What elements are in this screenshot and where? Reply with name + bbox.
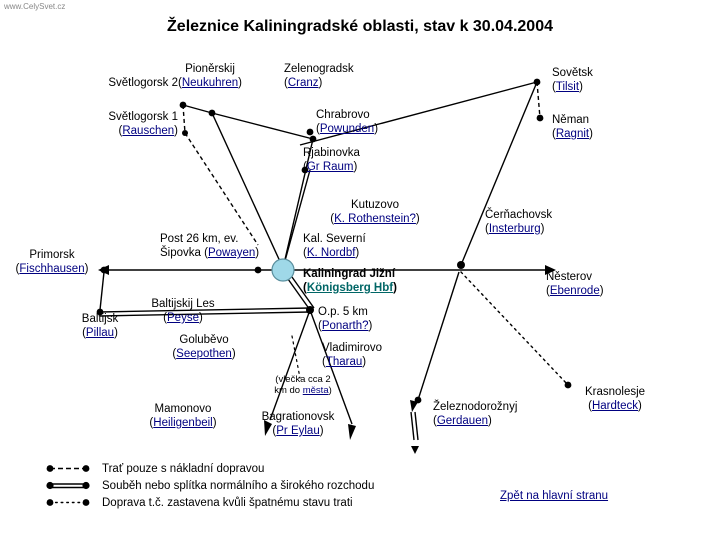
dot-pionerskij xyxy=(209,110,216,117)
paren-close: ) xyxy=(374,123,379,135)
paren-open: ( xyxy=(284,77,288,89)
vladimirovo-alt[interactable]: Tharau xyxy=(325,356,363,368)
sovetsk-name: Sovětsk xyxy=(552,67,593,79)
legend-sample-solid-double xyxy=(40,477,96,494)
paren-close: ) xyxy=(231,348,236,360)
legend-label-freight: Trať pouze s nákladní dopravou xyxy=(102,462,265,475)
back-to-main-link[interactable]: Zpět na hlavní stranu xyxy=(500,490,609,502)
paren-open: ( xyxy=(178,77,182,89)
kalseverni-name: Kal. Severní xyxy=(303,233,366,245)
kutuzovo-alt[interactable]: K. Rothenstein? xyxy=(334,213,416,225)
paren-open: ( xyxy=(118,125,123,137)
bagrationovsk-alt[interactable]: Pr Eylau xyxy=(276,425,320,437)
vladimirovo-name: Vladimirovo xyxy=(322,342,383,354)
page-title: Železnice Kaliningradské oblasti, stav k 30.04.2004 xyxy=(167,18,553,35)
dot-post26 xyxy=(255,267,262,274)
legend xyxy=(40,460,374,511)
legend-row-freight xyxy=(40,460,374,477)
station-label-baltijskijles xyxy=(128,297,238,325)
dot-svetlogorsk2 xyxy=(180,102,187,109)
primorsk-alt[interactable]: Fischhausen xyxy=(19,263,85,275)
legend-sample-dotted-dots xyxy=(40,494,96,511)
dot-chrabrovo xyxy=(307,129,314,136)
annotation-vlecka xyxy=(248,374,358,396)
cernachovsk-alt[interactable]: Insterburg xyxy=(488,223,541,235)
vlecka-alt[interactable]: města xyxy=(302,385,329,396)
golubevo-alt[interactable]: Seepothen xyxy=(176,348,232,360)
station-label-kalseverni xyxy=(303,232,366,260)
legend-sample-dashed-dots xyxy=(40,460,96,477)
paren-close: ) xyxy=(353,161,358,173)
paren-open: ( xyxy=(322,356,326,368)
paren-close: ) xyxy=(355,247,360,259)
line-svetlogorsk-branch xyxy=(183,105,258,245)
paren-open: ( xyxy=(303,161,307,173)
paren-close: ) xyxy=(368,320,373,332)
zelenogradsk-name: Zelenogradsk xyxy=(284,63,354,75)
watermark: www.CelySvet.cz xyxy=(4,2,66,11)
chrabrovo-alt[interactable]: Powunden xyxy=(319,123,375,135)
paren-close: ) xyxy=(599,285,604,297)
paren-open: ( xyxy=(82,327,86,339)
kalseverni-alt[interactable]: K. Nordbf xyxy=(306,247,356,259)
paren-close: ) xyxy=(198,312,203,324)
paren-open: ( xyxy=(552,128,556,140)
paren-open: ( xyxy=(485,223,489,235)
krasnolesje-name: Krasnolesje xyxy=(584,386,646,398)
paren-open: ( xyxy=(433,415,437,427)
station-label-baltijsk xyxy=(60,312,140,340)
station-label-kutuzovo xyxy=(310,198,440,226)
post26-alt[interactable]: Powayen xyxy=(207,247,256,259)
mamonovo-name: Mamonovo xyxy=(154,403,212,415)
svetlogorsk1-alt[interactable]: Rauschen xyxy=(122,125,175,137)
zeleznodoroznyj-alt[interactable]: Gerdauen xyxy=(436,415,488,427)
station-label-krasnolesje xyxy=(540,385,690,413)
station-label-zelenogradsk xyxy=(284,62,354,90)
dot-op5km xyxy=(306,306,314,314)
paren-close: ) xyxy=(415,213,420,225)
dot-zeleznodoroznyj xyxy=(415,397,422,404)
dot-sovetsk xyxy=(534,79,541,86)
paren-open: ( xyxy=(552,81,556,93)
paren-open: ( xyxy=(272,425,277,437)
kaliningrad-hub-marker xyxy=(272,259,294,281)
legend-row-gauge xyxy=(40,477,374,494)
station-label-kaliningrad xyxy=(303,267,397,295)
vlecka-line1: (vlečka cca 2 xyxy=(275,374,331,385)
paren-open: ( xyxy=(316,123,320,135)
paren-close: ) xyxy=(362,356,367,368)
baltijsk-alt[interactable]: Pillau xyxy=(85,327,115,339)
zeleznodoroznyj-name: Železnodorožnyj xyxy=(433,401,518,413)
legend-row-suspended xyxy=(40,494,374,511)
svetlogorsk1-name: Světlogorsk 1 xyxy=(108,111,178,123)
paren-open: ( xyxy=(163,312,168,324)
paren-open: ( xyxy=(303,247,307,259)
golubevo-name: Goluběvo xyxy=(179,334,229,346)
legend-label-gauge: Souběh nebo splítka normálního a širokého rozchodu xyxy=(102,479,375,492)
paren-close: ) xyxy=(328,385,332,396)
paren-open: ( xyxy=(172,348,177,360)
krasnolesje-alt[interactable]: Hardteck xyxy=(591,400,639,412)
station-label-golubevo xyxy=(148,333,260,361)
paren-close: ) xyxy=(84,263,89,275)
paren-close: ) xyxy=(212,417,217,429)
station-label-cernachovsk xyxy=(485,208,552,236)
paren-open: ( xyxy=(318,320,322,332)
paren-open: ( xyxy=(149,417,154,429)
post26-prefix: Šipovka ( xyxy=(160,247,208,259)
station-label-op5km xyxy=(318,305,372,333)
paren-close: ) xyxy=(579,81,583,93)
svetlogorsk2-name: Světlogorsk 2 xyxy=(108,77,178,89)
dot-cernachovsk xyxy=(457,261,465,269)
station-label-rjabinovka xyxy=(303,146,360,174)
bagrationovsk-name: Bagrationovsk xyxy=(261,411,335,423)
kutuzovo-name: Kutuzovo xyxy=(351,199,399,211)
pionerskij-alt[interactable]: Neukuhren xyxy=(181,77,239,89)
paren-open: ( xyxy=(330,213,335,225)
paren-close: ) xyxy=(114,327,118,339)
station-label-nesterov xyxy=(546,270,604,298)
neman-name: Něman xyxy=(552,114,590,126)
station-label-chrabrovo xyxy=(316,108,378,136)
station-label-mamonovo xyxy=(118,402,248,430)
paren-close: ) xyxy=(540,223,545,235)
paren-open: ( xyxy=(546,285,550,297)
paren-close: ) xyxy=(174,125,178,137)
kaliningrad-name: Kaliningrad Jižní xyxy=(303,268,396,280)
paren-close: ) xyxy=(318,77,323,89)
station-label-svetlogorsk1 xyxy=(0,110,178,138)
rjabinovka-alt[interactable]: Gr Raum xyxy=(306,161,354,173)
dot-svetlogorsk1 xyxy=(182,130,188,136)
primorsk-name: Primorsk xyxy=(29,249,75,261)
cernachovsk-name: Čerňachovsk xyxy=(485,209,553,221)
op5km-name: O.p. 5 km xyxy=(318,306,368,318)
post26-name: Post 26 km, ev. xyxy=(160,233,239,245)
sovetsk-alt[interactable]: Tilsit xyxy=(555,81,580,93)
neman-alt[interactable]: Ragnit xyxy=(555,128,590,140)
paren-close: ) xyxy=(255,247,260,259)
paren-close: ) xyxy=(638,400,642,412)
kaliningrad-alt[interactable]: Königsberg Hbf xyxy=(306,282,394,294)
nesterov-name: Něsterov xyxy=(546,271,593,283)
station-label-neman xyxy=(552,113,593,141)
station-label-bagrationovsk xyxy=(238,410,358,438)
station-label-post26 xyxy=(160,232,259,260)
mamonovo-alt[interactable]: Heiligenbeil xyxy=(153,417,213,429)
baltijskijles-alt[interactable]: Peyse xyxy=(167,312,199,324)
station-label-sovetsk xyxy=(552,66,593,94)
baltijskijles-name: Baltijskij Les xyxy=(151,298,215,310)
paren-close: ) xyxy=(319,425,324,437)
line-neman-branch xyxy=(537,82,540,118)
station-label-pionerskij xyxy=(145,62,275,90)
chrabrovo-name: Chrabrovo xyxy=(316,109,370,121)
dot-zelenogradsk xyxy=(310,136,317,143)
nesterov-alt[interactable]: Ebenrode xyxy=(549,285,600,297)
vlecka-prefix: km do xyxy=(274,385,303,396)
station-label-vladimirovo xyxy=(322,341,382,369)
paren-close: ) xyxy=(589,128,593,140)
rjabinovka-name: Rjabinovka xyxy=(303,147,360,159)
paren-close: ) xyxy=(393,282,397,294)
pionerskij-name: Pioněrskij xyxy=(185,63,235,75)
dot-neman xyxy=(537,115,544,122)
legend-label-suspended: Doprava t.č. zastavena kvůli špatnému stavu trati xyxy=(102,496,353,509)
zelenogradsk-alt[interactable]: Cranz xyxy=(287,77,319,89)
station-label-primorsk xyxy=(2,248,102,276)
paren-close: ) xyxy=(488,415,492,427)
op5km-alt[interactable]: Ponarth? xyxy=(321,320,369,332)
paren-close: ) xyxy=(238,77,242,89)
paren-open: ( xyxy=(15,263,20,275)
paren-open: ( xyxy=(588,400,592,412)
baltijsk-name: Baltijsk xyxy=(81,313,119,325)
paren-open: ( xyxy=(303,282,307,294)
station-label-zeleznodoroznyj xyxy=(433,400,517,428)
